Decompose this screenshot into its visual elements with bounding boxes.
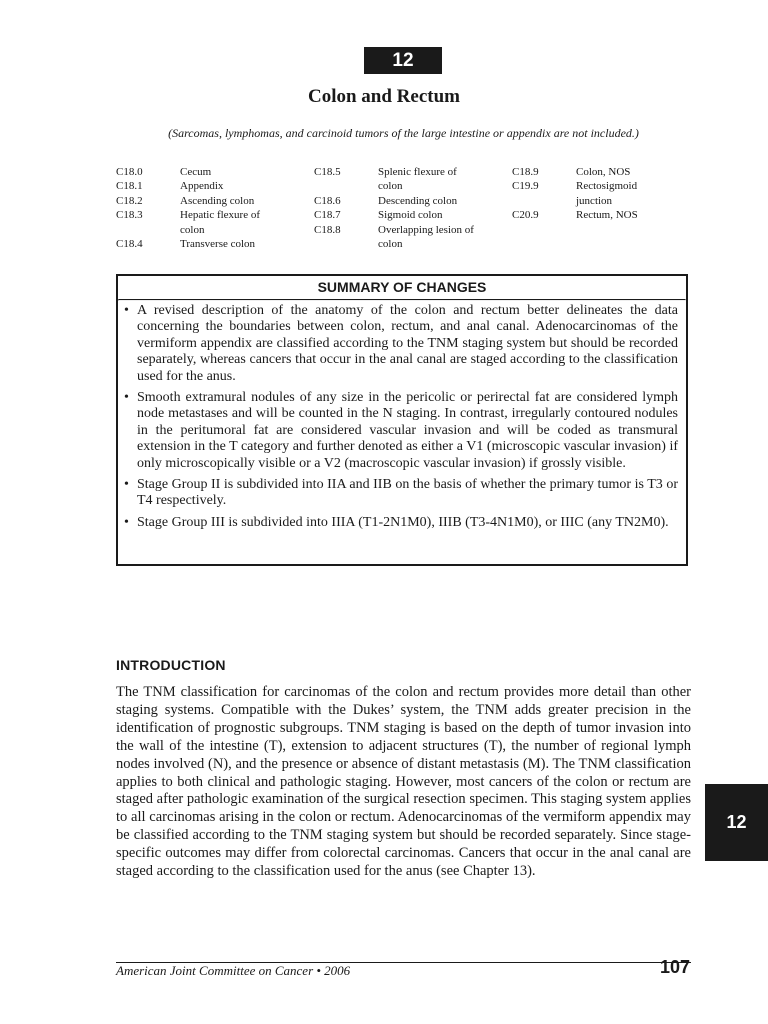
site-name-line: Rectum, NOS [576, 209, 638, 222]
site-code: C20.9 [512, 209, 539, 222]
site-name-line: Splenic flexure of [378, 166, 457, 178]
site-name [378, 223, 498, 252]
site-codes-column-2 [314, 165, 498, 251]
site-code: C18.1 [116, 180, 143, 193]
bullet: • [124, 390, 129, 406]
site-code-row [314, 223, 498, 252]
summary-list [118, 301, 686, 531]
summary-of-changes-box [116, 274, 688, 566]
site-name-line: colon [378, 180, 403, 193]
site-name-line: Rectosigmoid [576, 180, 638, 193]
site-code-row [314, 165, 498, 194]
site-code: C18.5 [314, 166, 341, 178]
site-code-row [314, 208, 498, 222]
site-name-line: Overlapping lesion of [378, 223, 474, 236]
site-name [378, 208, 498, 222]
site-name-line: Transverse colon [180, 238, 256, 251]
site-name-line: colon [180, 223, 205, 236]
chapter-note: (Sarcomas, lymphomas, and carcinoid tumors of the large intestine or appendix are not included.) [168, 126, 639, 140]
footer-publisher: American Joint Committee on Cancer • 2006 [116, 963, 351, 978]
site-code: C18.4 [116, 238, 143, 251]
site-code: C18.8 [314, 223, 341, 236]
site-name-line: Colon, NOS [576, 166, 631, 178]
summary-item-text: Smooth extramural nodules of any size in the pericolic or perirectal fat are considered lymph node metastases and will be counted in the N staging. In contrast, irregularly contoured nodules in the peritumoral fat are considered vascular invasion and will be coded as transmural extension in the T category and further denoted as either a V1 (microscopic vascular invasion) if only microscopically visible or a V2 (macroscopic vascular invasion) if grossly visible. [137, 390, 678, 471]
site-code-row [512, 208, 676, 222]
site-code-row [116, 179, 290, 193]
page-number: 107 [659, 957, 690, 977]
site-name [378, 194, 498, 208]
site-code: C19.9 [512, 180, 539, 193]
site-code: C18.0 [116, 166, 143, 178]
summary-item [124, 390, 678, 472]
chapter-title: Colon and Rectum [307, 86, 460, 107]
site-code-row [116, 237, 290, 251]
site-name-line: Sigmoid colon [378, 209, 443, 222]
summary-item [124, 515, 678, 531]
site-name [378, 165, 498, 194]
site-name [576, 179, 676, 208]
site-codes-column-1 [116, 165, 290, 251]
site-code-row [116, 194, 290, 208]
site-code-row [512, 179, 676, 208]
bullet: • [124, 303, 129, 318]
summary-item-text: A revised description of the anatomy of the colon and rectum better delineates the data concerning the boundaries between colon, rectum, and anal canal. Adenocarcinomas of the vermiform appendix are classified according to the TNM staging system but should be recorded separately, whereas cancers that occur in the anal canal are staged according to the classification used for the anus. [137, 303, 678, 384]
site-name-line: Hepatic flexure of [180, 209, 261, 222]
site-name [180, 165, 290, 179]
site-name [180, 208, 290, 237]
site-code: C18.9 [512, 166, 539, 178]
site-name-line: colon [378, 238, 403, 251]
site-code: C18.3 [116, 209, 143, 222]
site-name [180, 194, 290, 208]
site-name [576, 165, 676, 179]
site-name-line: Descending colon [378, 194, 458, 207]
summary-item [124, 477, 678, 510]
summary-item-text: Stage Group II is subdivided into IIA and IIB on the basis of whether the primary tumor is T3 or T4 respectively. [137, 477, 678, 509]
site-code-row [116, 165, 290, 179]
site-code: C18.2 [116, 194, 143, 207]
introduction-paragraph: The TNM classification for carcinomas of the colon and rectum provides more detail than other staging systems. Compatible with the Dukes’ system, the TNM adds greater precision in the identification of prognostic subgroups. TNM staging is based on the depth of tumor invasion into the wall of the intestine (T), extension to adjacent structures (T), the number of regional lymph nodes involved (N), and the presence or absence of distant metastasis (M). The TNM classification applies to both clinical and pathologic staging. However, most cancers of the colon or rectum are staged after pathologic examination of the surgical resection specimen. This staging system applies to all carcinomas arising in the colon or rectum. Adenocarcinomas of the vermiform appendix may be classified according to the TNM staging system but should be recorded separately. Since stage-specific outcomes may differ from colorectal carcinomas. Cancers that occur in the anal canal are staged according to the classification used for the anus (see Chapter 13). [116, 684, 691, 880]
site-name-line: Ascending colon [180, 194, 255, 207]
introduction-heading: INTRODUCTION [116, 657, 226, 673]
site-code-row [512, 165, 676, 179]
chapter-number-badge: 12 [364, 47, 442, 74]
site-code: C18.7 [314, 209, 341, 222]
summary-item [124, 303, 678, 385]
site-code: C18.6 [314, 194, 341, 207]
site-name [576, 208, 676, 222]
site-code-row [314, 194, 498, 208]
bullet: • [124, 477, 129, 493]
site-name [180, 179, 290, 193]
site-name-line: junction [576, 194, 613, 207]
summary-item-text: Stage Group III is subdivided into IIIA (T1-2N1M0), IIIB (T3-4N1M0), or IIIC (any TN2M0). [137, 514, 669, 530]
site-name-line: Appendix [180, 180, 224, 193]
bullet: • [124, 514, 129, 530]
site-codes-column-3 [512, 165, 676, 223]
chapter-side-tab: 12 [705, 784, 768, 861]
summary-title: SUMMARY OF CHANGES [317, 279, 487, 295]
site-name [180, 237, 290, 251]
site-code-row [116, 208, 290, 237]
site-name-line: Cecum [180, 166, 212, 178]
